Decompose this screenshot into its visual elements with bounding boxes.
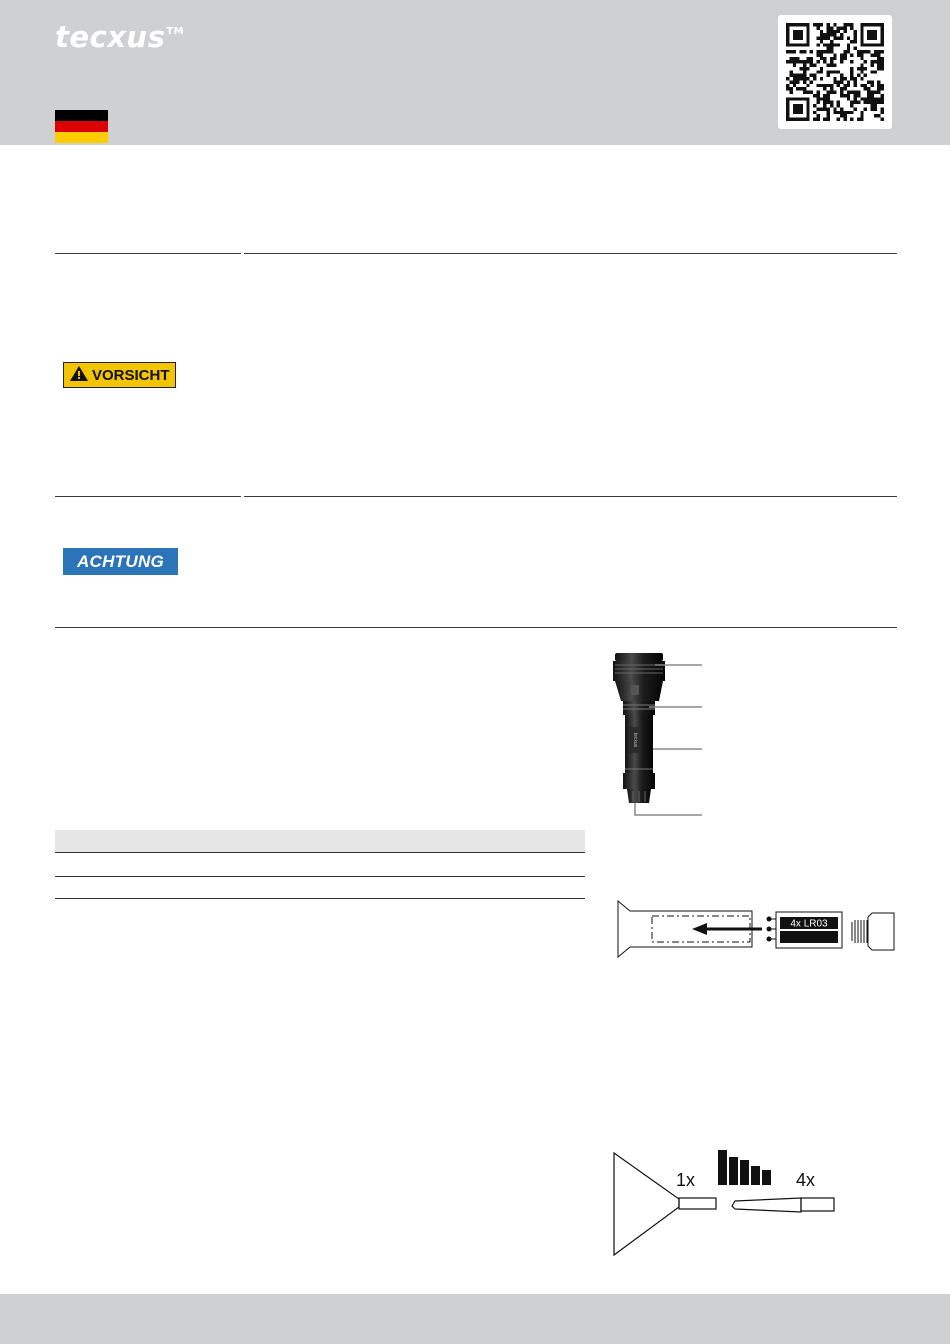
brightness-bars-icon <box>718 1150 771 1185</box>
svg-text:tecxus: tecxus <box>632 732 638 748</box>
header-bar <box>0 0 950 145</box>
section-divider <box>55 627 897 628</box>
brand-logo: tecxus™ <box>55 20 185 54</box>
attention-badge <box>63 548 178 575</box>
battery-label: 4x LR03 <box>790 918 828 930</box>
section-divider <box>55 496 897 497</box>
footer-bar <box>0 1294 950 1344</box>
table-row-divider <box>55 898 585 899</box>
warning-triangle-icon <box>69 365 89 386</box>
caution-badge <box>63 362 176 388</box>
attention-label: ACHTUNG <box>76 551 165 571</box>
table-row-divider <box>55 876 585 877</box>
germany-flag-icon <box>55 110 108 143</box>
qr-code-icon <box>778 15 892 129</box>
quad-press-label: 4x <box>796 1170 816 1190</box>
light-modes-figure <box>605 1145 845 1265</box>
table-header <box>55 830 585 853</box>
section-divider <box>55 253 897 254</box>
flashlight-parts-figure <box>605 645 715 825</box>
caution-label: VORSICHT <box>92 366 170 384</box>
single-press-label: 1x <box>676 1170 696 1190</box>
battery-insertion-figure <box>612 895 902 960</box>
